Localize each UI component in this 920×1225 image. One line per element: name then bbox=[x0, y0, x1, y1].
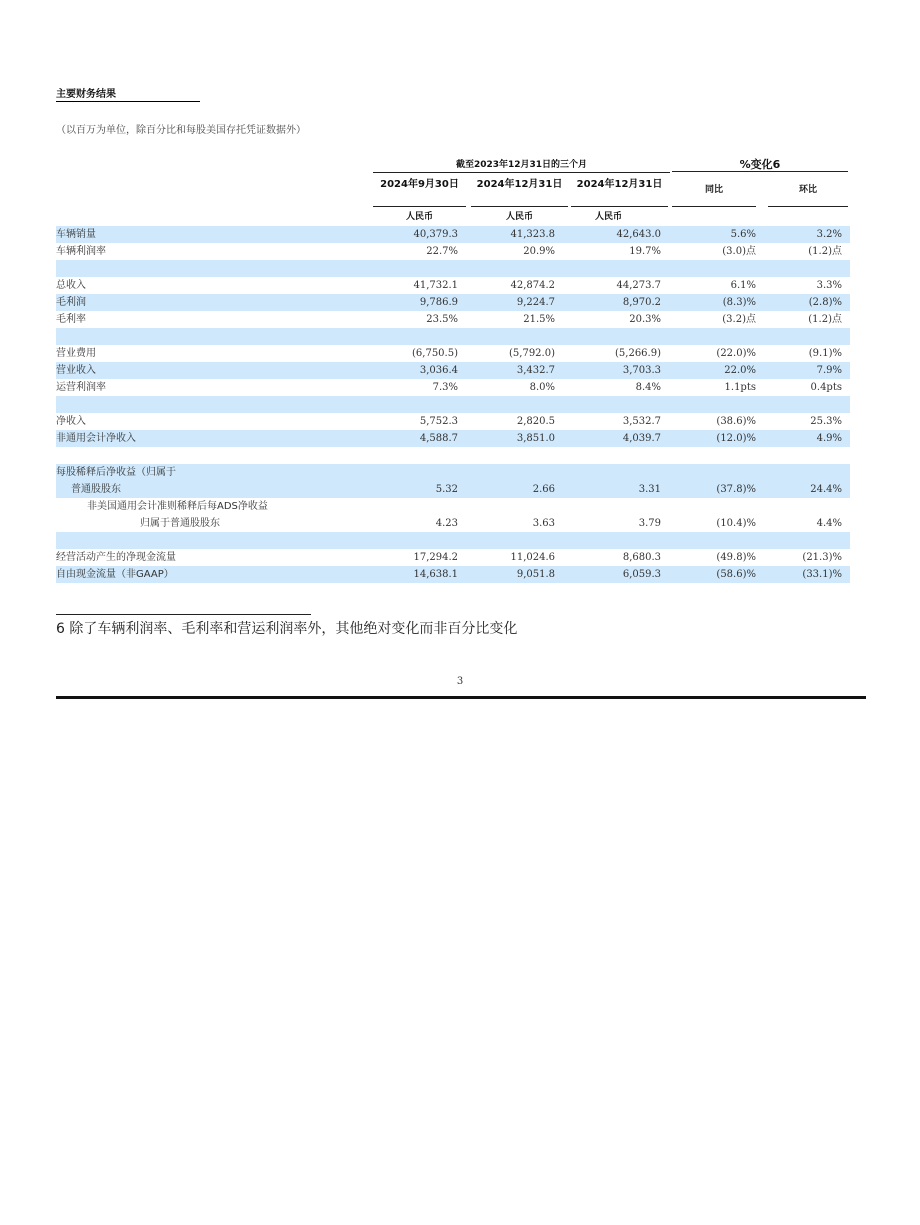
cell-col1: 5.32 bbox=[435, 484, 458, 495]
cell-qoq: (33.1)% bbox=[802, 569, 842, 580]
cell-qoq: 0.4pts bbox=[810, 382, 842, 393]
table-row-spacer bbox=[56, 260, 850, 277]
col-header-2024-12-31-a: 2024年12月31日 bbox=[476, 179, 563, 190]
row-label: 自由现金流量（非GAAP） bbox=[56, 569, 174, 580]
change-group-header: %变化6 bbox=[739, 158, 781, 171]
cell-qoq: 4.4% bbox=[816, 518, 842, 529]
cell-col2: 3,432.7 bbox=[516, 365, 555, 376]
table-row bbox=[56, 362, 850, 379]
cell-col3: 4,039.7 bbox=[622, 433, 661, 444]
cell-qoq: (21.3)% bbox=[802, 552, 842, 563]
cell-col1: 41,732.1 bbox=[413, 280, 458, 291]
cell-qoq: 7.9% bbox=[816, 365, 842, 376]
cell-col3: 3.79 bbox=[638, 518, 661, 529]
cell-col2: 9,224.7 bbox=[516, 297, 555, 308]
cell-col1: 22.7% bbox=[426, 246, 458, 257]
footnote: 6 除了车辆利润率、毛利率和营运利润率外，其他绝对变化而非百分比变化 bbox=[56, 621, 518, 637]
cell-qoq: 24.4% bbox=[810, 484, 842, 495]
row-label: 普通股股东 bbox=[71, 484, 121, 495]
row-label: 车辆利润率 bbox=[56, 246, 106, 257]
cell-col2: 3,851.0 bbox=[516, 433, 555, 444]
col-header-2024-12-31-b: 2024年12月31日 bbox=[576, 179, 663, 190]
cell-col2: 41,323.8 bbox=[510, 229, 555, 240]
col-header-yoy: 同比 bbox=[704, 185, 723, 195]
table-row-spacer bbox=[56, 532, 850, 549]
cell-col1: 23.5% bbox=[426, 314, 458, 325]
header-rule-col2 bbox=[471, 206, 568, 207]
table-row bbox=[56, 515, 850, 532]
cell-yoy: (12.0)% bbox=[716, 433, 756, 444]
table-row bbox=[56, 549, 850, 566]
header-rule-col1 bbox=[373, 206, 466, 207]
row-label: 营业收入 bbox=[56, 365, 96, 376]
cell-qoq: (2.8)% bbox=[808, 297, 842, 308]
currency-label-col2: 人民币 bbox=[505, 212, 533, 222]
table-row bbox=[56, 481, 850, 498]
cell-col1: 4.23 bbox=[435, 518, 458, 529]
cell-qoq: (1.2)点 bbox=[808, 246, 842, 257]
cell-col2: 2,820.5 bbox=[516, 416, 555, 427]
row-label: 经营活动产生的净现金流量 bbox=[56, 552, 176, 563]
cell-yoy: 5.6% bbox=[730, 229, 756, 240]
cell-yoy: (22.0)% bbox=[716, 348, 756, 359]
row-label: 毛利润 bbox=[56, 297, 86, 308]
cell-col1: 17,294.2 bbox=[413, 552, 458, 563]
row-label: 非通用会计净收入 bbox=[56, 433, 136, 444]
row-label: 总收入 bbox=[56, 280, 86, 291]
table-row bbox=[56, 243, 850, 260]
cell-col3: 3,532.7 bbox=[622, 416, 661, 427]
cell-col3: 19.7% bbox=[629, 246, 661, 257]
cell-col1: 9,786.9 bbox=[419, 297, 458, 308]
table-row-spacer bbox=[56, 396, 850, 413]
cell-yoy: 6.1% bbox=[730, 280, 756, 291]
row-label: 毛利率 bbox=[56, 314, 86, 325]
row-label: 每股稀释后净收益（归属于 bbox=[56, 467, 176, 478]
cell-qoq: 3.2% bbox=[816, 229, 842, 240]
cell-col3: 42,643.0 bbox=[616, 229, 661, 240]
cell-col3: 8,680.3 bbox=[622, 552, 661, 563]
cell-col2: 2.66 bbox=[532, 484, 555, 495]
section-title: 主要财务结果 bbox=[56, 89, 200, 102]
cell-yoy: (8.3)% bbox=[722, 297, 756, 308]
cell-col3: (5,266.9) bbox=[615, 348, 661, 359]
table-row bbox=[56, 413, 850, 430]
row-label: 营业费用 bbox=[56, 348, 96, 359]
cell-col3: 8.4% bbox=[635, 382, 661, 393]
period-group-header: 截至2023年12月31日的三个月 bbox=[455, 160, 588, 170]
cell-col2: 3.63 bbox=[532, 518, 555, 529]
cell-yoy: 1.1pts bbox=[724, 382, 756, 393]
cell-col1: 14,638.1 bbox=[413, 569, 458, 580]
cell-col2: 8.0% bbox=[529, 382, 555, 393]
table-row bbox=[56, 226, 850, 243]
cell-col3: 44,273.7 bbox=[616, 280, 661, 291]
cell-col1: 7.3% bbox=[432, 382, 458, 393]
cell-col2: 42,874.2 bbox=[510, 280, 555, 291]
footnote-rule bbox=[56, 614, 311, 615]
header-rule-col3 bbox=[571, 206, 668, 207]
cell-yoy: (3.0)点 bbox=[722, 246, 756, 257]
col-header-qoq: 环比 bbox=[798, 185, 817, 195]
table-row bbox=[56, 566, 850, 583]
header-rule-qoq bbox=[768, 206, 848, 207]
currency-label-col3: 人民币 bbox=[594, 212, 622, 222]
change-group-rule bbox=[672, 171, 848, 172]
currency-label-col1: 人民币 bbox=[405, 212, 433, 222]
table-row-spacer bbox=[56, 447, 850, 464]
cell-qoq: 25.3% bbox=[810, 416, 842, 427]
cell-col2: 11,024.6 bbox=[510, 552, 555, 563]
table-row bbox=[56, 464, 850, 481]
cell-yoy: (38.6)% bbox=[716, 416, 756, 427]
table-row bbox=[56, 498, 850, 515]
table-row bbox=[56, 379, 850, 396]
table-row bbox=[56, 277, 850, 294]
cell-yoy: (49.8)% bbox=[716, 552, 756, 563]
cell-yoy: (37.8)% bbox=[716, 484, 756, 495]
cell-col3: 20.3% bbox=[629, 314, 661, 325]
cell-col3: 3.31 bbox=[638, 484, 661, 495]
cell-yoy: (3.2)点 bbox=[722, 314, 756, 325]
cell-qoq: (1.2)点 bbox=[808, 314, 842, 325]
cell-yoy: (58.6)% bbox=[716, 569, 756, 580]
cell-qoq: 4.9% bbox=[816, 433, 842, 444]
row-label: 归属于普通股股东 bbox=[140, 518, 220, 529]
table-row bbox=[56, 311, 850, 328]
cell-col3: 8,970.2 bbox=[622, 297, 661, 308]
cell-col2: 9,051.8 bbox=[516, 569, 555, 580]
cell-col1: 40,379.3 bbox=[413, 229, 458, 240]
period-group-rule bbox=[373, 172, 670, 173]
table-row bbox=[56, 430, 850, 447]
table-row-spacer bbox=[56, 328, 850, 345]
table-row bbox=[56, 294, 850, 311]
page-number: 3 bbox=[456, 676, 464, 687]
cell-col1: 3,036.4 bbox=[419, 365, 458, 376]
cell-col2: 21.5% bbox=[523, 314, 555, 325]
col-header-2024-09-30: 2024年9月30日 bbox=[380, 179, 459, 190]
cell-col1: 5,752.3 bbox=[419, 416, 458, 427]
header-rule-yoy bbox=[672, 206, 756, 207]
row-label: 非美国通用会计准则稀释后每ADS净收益 bbox=[87, 501, 268, 512]
bottom-rule bbox=[56, 696, 866, 699]
table-row bbox=[56, 345, 850, 362]
cell-col1: (6,750.5) bbox=[412, 348, 458, 359]
cell-yoy: (10.4)% bbox=[716, 518, 756, 529]
cell-qoq: 3.3% bbox=[816, 280, 842, 291]
row-label: 净收入 bbox=[56, 416, 86, 427]
cell-qoq: (9.1)% bbox=[808, 348, 842, 359]
cell-col3: 3,703.3 bbox=[622, 365, 661, 376]
row-label: 车辆销量 bbox=[56, 229, 96, 240]
cell-col1: 4,588.7 bbox=[419, 433, 458, 444]
cell-col3: 6,059.3 bbox=[622, 569, 661, 580]
row-label: 运营利润率 bbox=[56, 382, 106, 393]
cell-col2: 20.9% bbox=[523, 246, 555, 257]
cell-col2: (5,792.0) bbox=[509, 348, 555, 359]
cell-yoy: 22.0% bbox=[724, 365, 756, 376]
units-note: （以百万为单位，除百分比和每股美国存托凭证数据外） bbox=[56, 125, 306, 136]
